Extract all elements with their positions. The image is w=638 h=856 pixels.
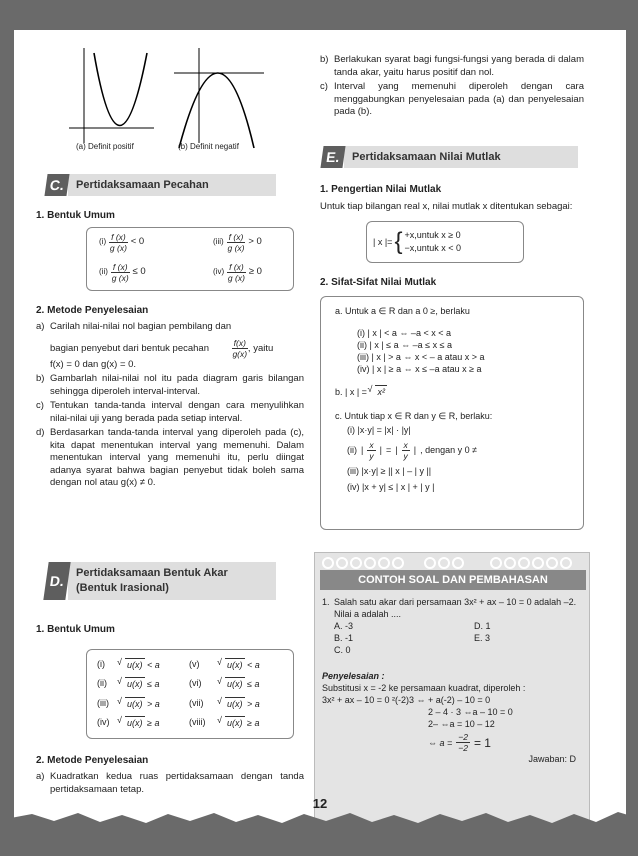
section-e-title: Pertidaksamaan Nilai Mutlak [344, 146, 578, 168]
form-iv: (iv) $\frac{f (x)}{g (x)}$ ≥ 0 [213, 261, 262, 283]
page-number: 12 [312, 796, 328, 811]
section-c-header [46, 174, 276, 196]
prop-a-item: (ii) | x | ≤ a ⇔ –a ≤ x ≤ a [357, 339, 453, 350]
section-e-header [322, 146, 578, 168]
list-item: b) Berlakukan syarat bagi fungsi-fungsi yang berada di dalam tanda akar, yaitu harus positif dan nol. [320, 54, 584, 78]
section-d-letter: D. [43, 562, 70, 600]
section-c-sub2: 2. Metode Penyelesaian [36, 304, 149, 316]
solution-title: Penyelesaian : [322, 671, 385, 681]
option: D. 1 [474, 621, 491, 631]
example-body: 1. Salah satu akar dari persamaan 3x² + ax – 10 = 0 adalah –2. Nilai a adalah .... A. -3 D. 1 B. -1 E. 3 C. 0 Penyelesaian : Substitusi x = -2 ke persamaan kuadrat, diperoleh : 3x² + ax – 10 = 0 ²(-2)3 ⇔ + a(-2) – 10 = 0 2 – 4 · 3 ⇔a – 10 = 0 2– ⇔a = 10 – 12 ⇔ a = $\frac{-2}{-2}$ = 1 Jawaban: D [322, 596, 584, 765]
torn-edge-bottom [0, 808, 638, 856]
section-d-header [46, 562, 276, 600]
option: E. 3 [474, 633, 491, 643]
abs-definition-box: | x |= { +x,untuk x ≥ 0 −x,untuk x < 0 [366, 221, 524, 263]
section-d-title-line2: (Bentuk Irasional) [76, 582, 169, 594]
prop-a-item: (iii) | x | > a ⇔ x < – a atau x > a [357, 351, 485, 362]
prop-a-item: (iv) | x | ≥ a ⇔ x ≤ –a atau x ≥ a [357, 363, 482, 374]
page [14, 30, 626, 830]
section-e-body [320, 178, 584, 530]
graph-negative-definite [174, 48, 264, 148]
list-item: a) Carilah nilai-nilai nol bagian pembilang dan bagian penyebut dari bentuk pecahan $\frac{f(x)}{g(x)}$ , yaitu f(x) = 0 dan g(x) = 0. [36, 321, 274, 370]
section-e-sub2: 2. Sifat-Sifat Nilai Mutlak [320, 277, 437, 288]
prop-a-item: (i) | x | < a ⇔ –a < x < a [357, 327, 451, 338]
root-forms-box: (i) √ u(x) < a (v) √ u(x) < a (ii) √ u(x) ≤ a (vi) √ u(x) ≤ a (iii) √ u(x) > a (vii) √ u(x) > a (iv) √ u(x) ≥ a (viii) √ u(x) ≥ a [86, 649, 294, 739]
form-ii: (ii) $\frac{f (x)}{g (x)}$ ≤ 0 [99, 261, 146, 283]
section-e-sub1: 1. Pengertian Nilai Mutlak [320, 184, 442, 195]
section-d-sub1: 1. Bentuk Umum [36, 624, 115, 635]
section-c-sub1: 1. Bentuk Umum [36, 210, 115, 221]
option: C. 0 [334, 645, 351, 655]
graph-positive-definite [69, 48, 154, 143]
option: B. -1 [334, 633, 354, 643]
list-item: b) Gambarlah nilai-nilai nol itu pada diagram garis bilangan sehingga diperoleh interval-interval. [36, 373, 304, 397]
list-item: c) Interval yang memenuhi diperoleh dengan cara menggabungkan penyelesaian pada (a) dan penyelesaian pada (b). [320, 81, 584, 117]
section-d-sub2: 2. Metode Penyelesaian [36, 754, 149, 766]
list-item: a) Kuadratkan kedua ruas pertidaksamaan dengan tanda pertidaksamaan tetap. [36, 771, 304, 795]
abs-intro: Untuk tiap bilangan real x, nilai mutlak x ditentukan sebagai: [320, 200, 573, 212]
form-i: (i) $\frac{f (x)}{g (x)}$ < 0 [99, 231, 145, 253]
question-text: Salah satu akar dari persamaan 3x² + ax – 10 = 0 adalah –2. Nilai a adalah .... [334, 597, 577, 619]
section-d-title-line1: Pertidaksamaan Bentuk Akar [76, 567, 228, 579]
list-item: d) Berdasarkan tanda-tanda interval yang diperoleh pada (c), kita dapat menentukan interval yang memenuhi. Dalam menentukan interval yang memenuhi itu, perlu diingat adanya syarat bahwa bagian penyebut tidak boleh sama dengan nol atau g(x) ≠ 0. [36, 427, 304, 488]
option: A. -3 [334, 621, 354, 631]
options-grid [334, 620, 584, 656]
method-list-c [36, 321, 304, 490]
fraction-forms-box [86, 227, 294, 291]
answer: Jawaban: D [528, 754, 576, 764]
form-iii: (iii) $\frac{f (x)}{g (x)}$ > 0 [213, 231, 262, 253]
graph-b-label: (b) Definit negatif [178, 142, 239, 151]
abs-properties-box: a. Untuk a ∈ R dan a 0 ≥, berlaku (i) | x | < a ⇔ –a < x < a (ii) | x | ≤ a ⇔ –a ≤ x ≤ a (iii) | x | > a ⇔ x < – a atau x > a (iv) | x | ≥ a ⇔ x ≤ –a atau x ≥ a b. | x | = √ x² c. Untuk tiap x ∈ R dan y ∈ R, berlaku: (i) |x·y| = |x| · |y| (ii) | $\frac{x}{y}$ | = | $\frac{x}{y}$ | , dengan y 0 ≠ (iii) |x·y| ≥ || x | – | y || (iv) |x + y| ≤ | x | + | y | [320, 296, 584, 530]
section-c-title: Pertidaksamaan Pecahan [68, 174, 276, 196]
right-column [320, 54, 584, 121]
graph-a-label: (a) Definit positif [76, 142, 134, 151]
section-d-body [36, 618, 304, 798]
section-e-letter: E. [320, 146, 345, 168]
left-column [36, 204, 304, 492]
example-header: CONTOH SOAL DAN PEMBAHASAN [320, 570, 586, 590]
section-c-letter: C. [44, 174, 69, 196]
list-item: c) Tentukan tanda-tanda interval dengan cara menyulihkan nilai-nilai uji yang berada pada setiap interval. [36, 400, 304, 424]
